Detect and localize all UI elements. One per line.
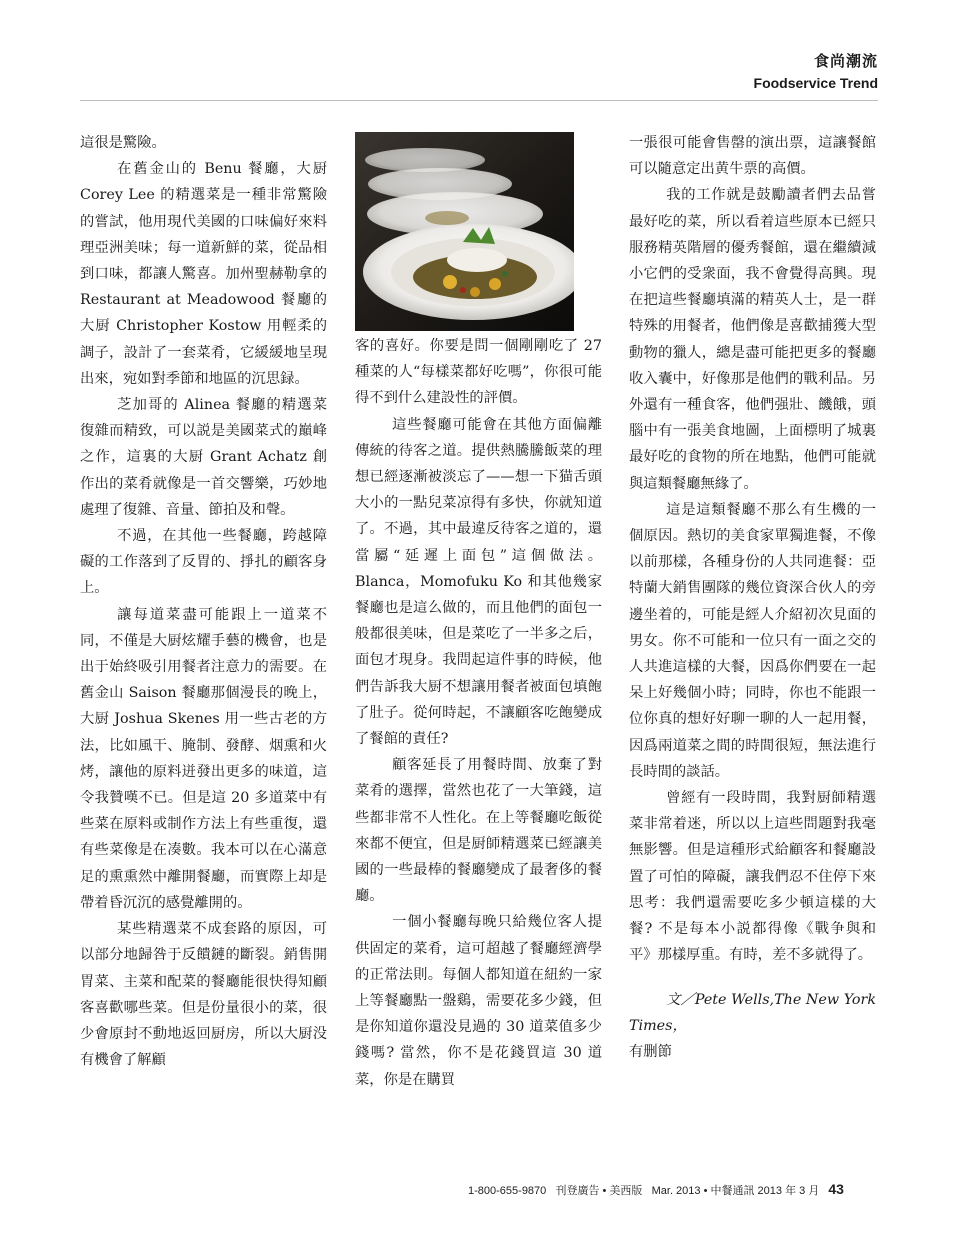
header-divider [80,100,878,101]
paragraph: 這些餐廳可能會在其他方面偏離傳統的待客之道。提供熱騰騰飯菜的理想已經逐漸被淡忘了——想一下猫舌頭大小的一點兒菜凉得有多快，你就知道了。不過，其中最違反待客之道的，還當屬“延遲上面包”這個做法。Blanca，Momofuku Ko 和其他幾家餐廳也是這么做的，而且他們的面包一般都很美味，但是菜吃了一半多之后，面包才現身。我問起這件事的時候，他們告訴我大厨不想讓用餐者被面包填飽了肚子。從何時起，不讓顧客吃飽變成了餐館的責任? [355,416,602,748]
paragraph: 一張很可能會售罄的演出票，這讓餐館可以隨意定出黄牛票的高價。 [629,135,876,178]
paragraph: 這是這類餐廳不那么有生機的一個原因。熱切的美食家單獨進餐，不像以前那樣，各種身份的人共同進餐：亞特蘭大銷售團隊的幾位資深合伙人的旁邊坐着的，可能是經人介紹初次見面的男女。你不可能和一位只有一面之交的人共進這樣的大餐，因爲你們要在一起呆上好幾個小時；同時，你也不能跟一位你真的想好好聊一聊的人一起用餐，因爲兩道菜之間的時間很短，無法進行長時間的談話。 [629,501,876,780]
author-credit: 文／Pete Wells,The New York Times， [629,991,876,1034]
paragraph: 在舊金山的 Benu 餐廳，大厨 Corey Lee 的精選菜是一種非常驚險的嘗試，他用現代美國的口味偏好來料理亞洲美味；每一道新鮮的菜，從品相到口味，都讓人驚喜。加州聖赫勒拿的 Restaurant at Meadowood 餐廳的大厨 Christopher Kostow 用輕柔的調子，設計了一套菜肴，它緩緩地呈現出來，宛如對季節和地區的沉思録。 [80,161,327,387]
paragraph: 某些精選菜不成套路的原因，可以部分地歸咎于反饋鏈的斷裂。銷售開胃菜、主菜和配菜的餐廳能很快得知顧客喜歡哪些菜。但是份量很小的菜，很少會原封不動地返回厨房，所以大厨没有機會了解顧 [80,921,327,1069]
paragraph: 曾經有一段時間，我對厨師精選菜非常着迷，所以以上這些問題對我毫無影響。但是這種形式給顧客和餐廳設置了可怕的障礙，讓我們忍不住停下來思考：我們還需要吃多少頓這樣的大餐? 不是每本小説都得像《戰争與和平》那樣厚重。有時，差不多就得了。 [629,790,876,964]
footer-issue: Mar. 2013 • 中餐通訊 2013 年 3 月 [651,1185,820,1197]
article-column-3 [629,130,876,1065]
section-header [754,50,878,91]
paragraph: 顧客延長了用餐時間、放棄了對菜肴的選擇，當然也花了一大筆錢，這些都非常不人性化。在上等餐廳吃飯從來都不便宜，但是厨師精選菜已經讓美國的一些最棒的餐廳變成了最奢侈的餐廳。 [355,757,602,905]
footer-ad-text: 刊登廣告 • 美西版 [555,1185,643,1197]
plated-dishes-photo [355,132,574,331]
section-title-en: Foodservice Trend [753,75,878,91]
article-column-1 [80,130,327,1073]
paragraph: 這很是驚險。 [80,135,166,151]
paragraph: 客的喜好。你要是問一個剛剛吃了 27 種菜的人“每樣菜都好吃嗎”，你很可能得不到什么建設性的評價。 [355,338,602,407]
page-footer [468,1181,844,1198]
paragraph: 我的工作就是鼓勵讀者們去品嘗最好吃的菜，所以看着這些原本已經只服務精英階層的優秀餐館，還在繼續減小它們的受衆面，我不會覺得高興。現在把這些餐廳填滿的精英人士，是一群特殊的用餐者，他們像是喜歡捕獲大型動物的獵人，總是盡可能把更多的餐廳收入囊中，好像那是他們的戰利品。另外還有一種食客，他們强壯、饑餓，頭腦中有一張美食地圖，上面標明了城裏最好吃的食物的所在地點，他們可能就與這類餐廳無緣了。 [629,187,876,492]
paragraph: 讓每道菜盡可能跟上一道菜不同，不僅是大厨炫耀手藝的機會，也是出于始終吸引用餐者注意力的需要。在舊金山 Saison 餐廳那個漫長的晚上，大厨 Joshua Skenes 用一些古老的方法，比如風干、腌制、發酵、烟熏和火烤，讓他的原料迸發出更多的味道，這令我贊嘆不已。但是這 20 多道菜中有些菜在原料或制作方法上有些重復，還有些菜像是在凑數。我本可以在心滿意足的熏熏然中離開餐廳，而實際上却是帶着昏沉沉的感覺離開的。 [80,606,327,911]
paragraph: 一個小餐廳每晚只給幾位客人提供固定的菜肴，這可超越了餐廳經濟學的正常法則。每個人都知道在紐約一家上等餐廳點一盤鷄，需要花多少錢，但是你知道你還没見過的 30 道菜值多少錢嗎? 當然，你不是花錢買這 30 道菜，你是在購買 [355,914,602,1088]
footer-phone: 1-800-655-9870 [468,1185,547,1197]
author-credit-note: 有删節 [629,1043,672,1060]
paragraph: 不過，在其他一些餐廳，跨越障礙的工作落到了反胃的、掙扎的顧客身上。 [80,528,327,597]
article-column-2 [355,333,602,1093]
paragraph: 芝加哥的 Alinea 餐廳的精選菜復雜而精致，可以説是美國菜式的巔峰之作，這裏的大厨 Grant Achatz 創作出的菜肴就像是一首交響樂，巧妙地處理了復雜、音量、節拍及和聲。 [80,397,327,518]
page-number: 43 [828,1181,844,1197]
section-title-zh: 食尚潮流 [813,52,878,70]
